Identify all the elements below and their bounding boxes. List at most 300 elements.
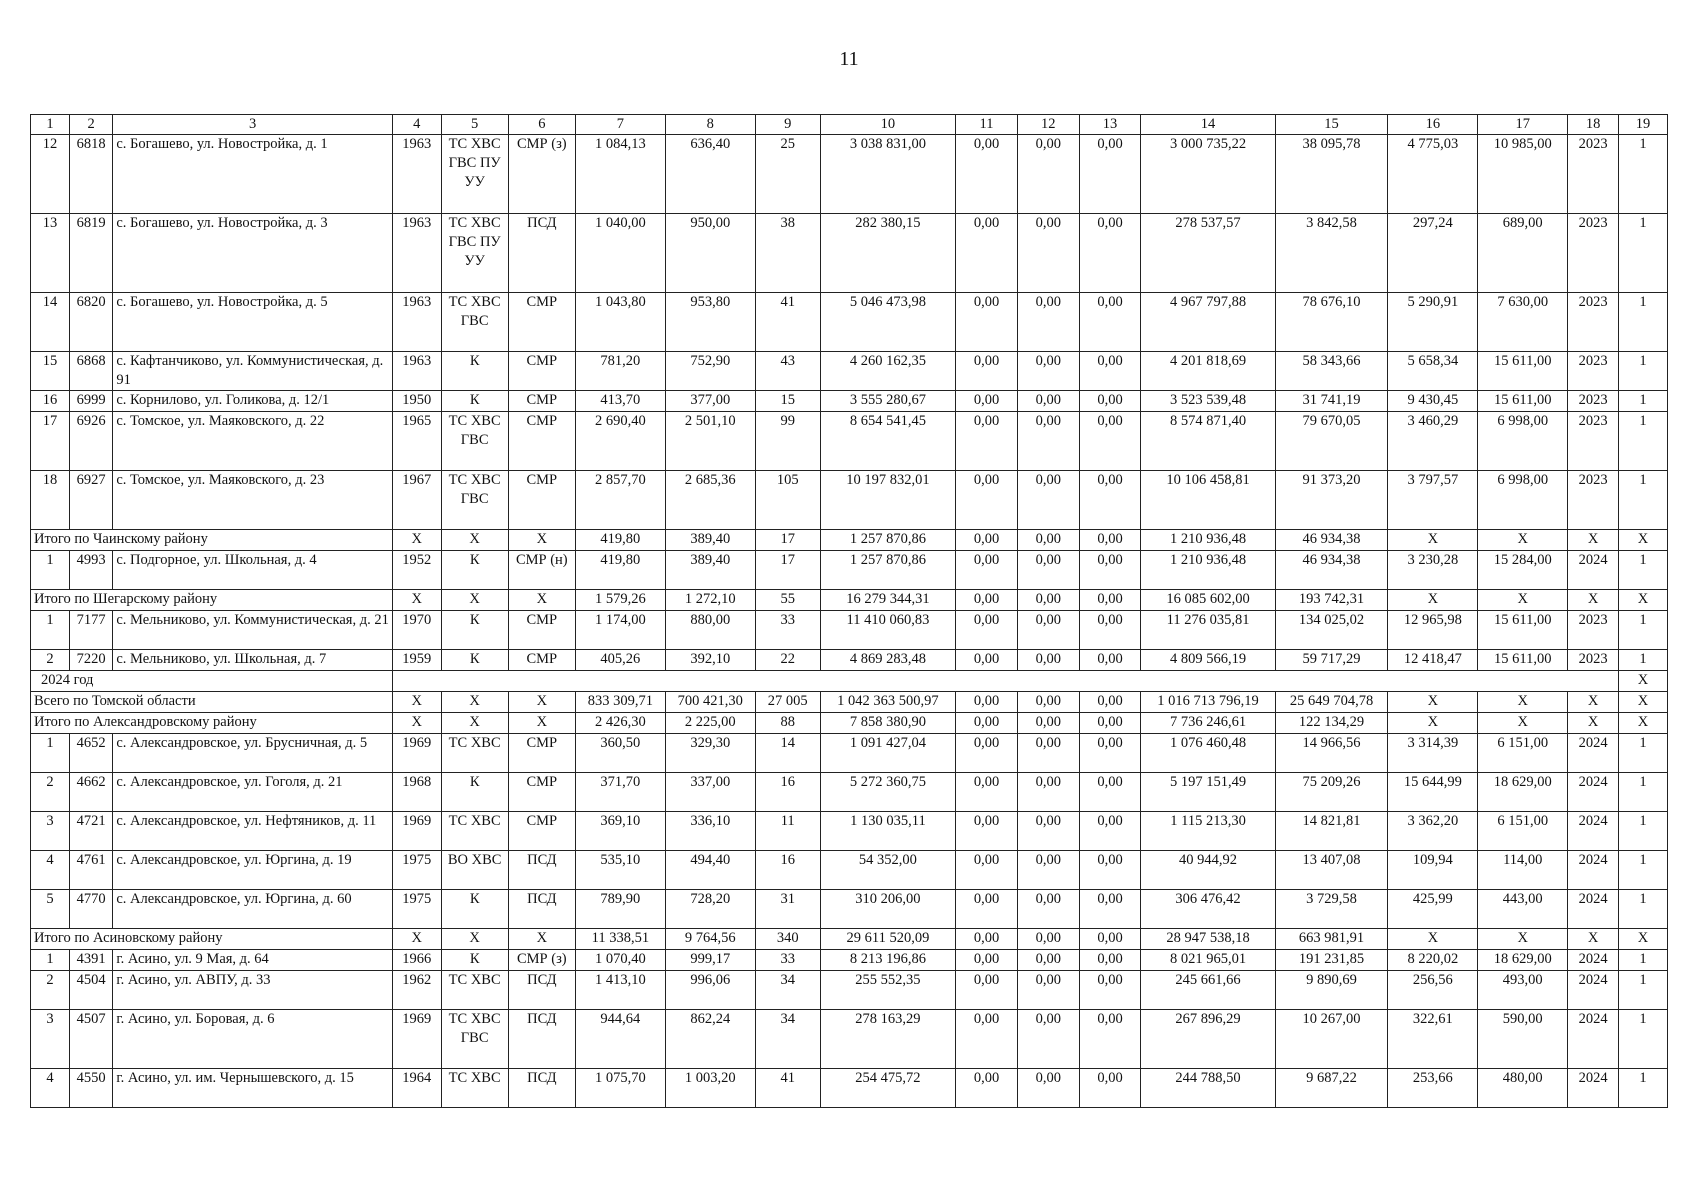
address-cell: с. Кафтанчиково, ул. Коммунистическая, д. 91 bbox=[113, 352, 393, 391]
table-cell: 689,00 bbox=[1478, 214, 1568, 293]
table-cell: 33 bbox=[755, 950, 820, 971]
address-cell: с. Корнилово, ул. Голикова, д. 12/1 bbox=[113, 391, 393, 412]
table-cell: К bbox=[441, 611, 508, 650]
table-cell: Х bbox=[508, 590, 575, 611]
table-cell: 34 bbox=[755, 1010, 820, 1069]
total-label: Всего по Томской области bbox=[31, 692, 393, 713]
column-number: 5 bbox=[441, 115, 508, 135]
table-cell: 5 197 151,49 bbox=[1141, 773, 1275, 812]
table-cell: 0,00 bbox=[1079, 851, 1141, 890]
table-cell: 9 430,45 bbox=[1388, 391, 1478, 412]
table-cell: 2023 bbox=[1568, 611, 1619, 650]
table-cell: 329,30 bbox=[665, 734, 755, 773]
table-cell: 535,10 bbox=[575, 851, 665, 890]
table-cell: 590,00 bbox=[1478, 1010, 1568, 1069]
table-cell: 0,00 bbox=[1017, 611, 1079, 650]
table-cell: 109,94 bbox=[1388, 851, 1478, 890]
table-cell: 0,00 bbox=[1079, 551, 1141, 590]
table-row bbox=[31, 135, 1668, 214]
table-cell: 950,00 bbox=[665, 214, 755, 293]
table-cell: 0,00 bbox=[1017, 412, 1079, 471]
address-cell: с. Мельниково, ул. Коммунистическая, д. 21 bbox=[113, 611, 393, 650]
table-cell: 1 bbox=[1619, 391, 1668, 412]
table-cell: 1950 bbox=[392, 391, 441, 412]
table-cell: 880,00 bbox=[665, 611, 755, 650]
table-cell: 1966 bbox=[392, 950, 441, 971]
table-cell: 1 bbox=[31, 611, 70, 650]
table-cell: 2024 bbox=[1568, 1010, 1619, 1069]
table-cell: 1 bbox=[1619, 950, 1668, 971]
table-cell: К bbox=[441, 650, 508, 671]
table-cell: ТС ХВС ГВС bbox=[441, 412, 508, 471]
table-cell: 0,00 bbox=[956, 851, 1018, 890]
table-cell: Х bbox=[1388, 530, 1478, 551]
table-cell: 0,00 bbox=[1079, 352, 1141, 391]
table-cell: 1 bbox=[1619, 851, 1668, 890]
table-cell: 0,00 bbox=[1017, 551, 1079, 590]
table-cell: Х bbox=[1388, 929, 1478, 950]
table-cell: 340 bbox=[755, 929, 820, 950]
table-cell: 337,00 bbox=[665, 773, 755, 812]
column-number: 15 bbox=[1275, 115, 1388, 135]
table-cell: 40 944,92 bbox=[1141, 851, 1275, 890]
table-cell: 134 025,02 bbox=[1275, 611, 1388, 650]
table-cell: 0,00 bbox=[1017, 773, 1079, 812]
table-cell: 41 bbox=[755, 1069, 820, 1108]
table-cell: 663 981,91 bbox=[1275, 929, 1388, 950]
table-cell: 1 413,10 bbox=[575, 971, 665, 1010]
table-cell: 443,00 bbox=[1478, 890, 1568, 929]
total-label: Итого по Александровскому району bbox=[31, 713, 393, 734]
table-cell: 6999 bbox=[70, 391, 113, 412]
table-cell: СМР bbox=[508, 293, 575, 352]
table-cell: 27 005 bbox=[755, 692, 820, 713]
table-cell: 105 bbox=[755, 471, 820, 530]
table-cell: 16 279 344,31 bbox=[820, 590, 955, 611]
table-cell: ТС ХВС ГВС bbox=[441, 293, 508, 352]
table-cell: Х bbox=[392, 929, 441, 950]
table-cell: Х bbox=[508, 929, 575, 950]
address-cell: с. Богашево, ул. Новостройка, д. 3 bbox=[113, 214, 393, 293]
table-cell: Х bbox=[392, 530, 441, 551]
table-cell: 25 bbox=[755, 135, 820, 214]
table-cell: 11 410 060,83 bbox=[820, 611, 955, 650]
table-cell: 297,24 bbox=[1388, 214, 1478, 293]
table-cell: 13 407,08 bbox=[1275, 851, 1388, 890]
table-cell: ТС ХВС bbox=[441, 812, 508, 851]
table-cell: 1962 bbox=[392, 971, 441, 1010]
table-cell: 369,10 bbox=[575, 812, 665, 851]
address-cell: с. Подгорное, ул. Школьная, д. 4 bbox=[113, 551, 393, 590]
column-number: 16 bbox=[1388, 115, 1478, 135]
table-cell: 1 210 936,48 bbox=[1141, 551, 1275, 590]
table-cell: ПСД bbox=[508, 890, 575, 929]
table-cell: 41 bbox=[755, 293, 820, 352]
table-cell: 8 021 965,01 bbox=[1141, 950, 1275, 971]
table-cell: Х bbox=[392, 692, 441, 713]
table-cell: 1969 bbox=[392, 734, 441, 773]
table-cell: 1 bbox=[1619, 773, 1668, 812]
table-cell: 1 bbox=[1619, 135, 1668, 214]
table-cell: 0,00 bbox=[956, 950, 1018, 971]
table-cell: 5 290,91 bbox=[1388, 293, 1478, 352]
table-cell: 0,00 bbox=[1079, 734, 1141, 773]
table-cell: СМР bbox=[508, 650, 575, 671]
table-cell: Х bbox=[1478, 692, 1568, 713]
address-cell: г. Асино, ул. АВПУ, д. 33 bbox=[113, 971, 393, 1010]
table-cell: 4 809 566,19 bbox=[1141, 650, 1275, 671]
table-cell: 389,40 bbox=[665, 551, 755, 590]
table-cell: 0,00 bbox=[1079, 713, 1141, 734]
table-cell: 245 661,66 bbox=[1141, 971, 1275, 1010]
table-cell: 0,00 bbox=[956, 929, 1018, 950]
table-cell: 1 257 870,86 bbox=[820, 551, 955, 590]
table-cell: СМР (з) bbox=[508, 135, 575, 214]
column-number: 9 bbox=[755, 115, 820, 135]
table-cell: 0,00 bbox=[1017, 590, 1079, 611]
table-cell: 14 966,56 bbox=[1275, 734, 1388, 773]
table-cell: 5 bbox=[31, 890, 70, 929]
table-cell: 244 788,50 bbox=[1141, 1069, 1275, 1108]
table-row bbox=[31, 293, 1668, 352]
table-cell: 1 bbox=[1619, 611, 1668, 650]
table-cell: Х bbox=[1478, 590, 1568, 611]
table-cell: ТС ХВС bbox=[441, 734, 508, 773]
table-cell: СМР bbox=[508, 734, 575, 773]
table-cell: 1 bbox=[1619, 471, 1668, 530]
table-cell: 1 043,80 bbox=[575, 293, 665, 352]
table-row bbox=[31, 214, 1668, 293]
table-cell: 8 654 541,45 bbox=[820, 412, 955, 471]
table-cell: 6819 bbox=[70, 214, 113, 293]
table-cell: СМР bbox=[508, 611, 575, 650]
table-cell: 2024 bbox=[1568, 551, 1619, 590]
table-cell: 15 611,00 bbox=[1478, 650, 1568, 671]
table-row bbox=[31, 391, 1668, 412]
table-cell: СМР bbox=[508, 391, 575, 412]
table-cell: 3 000 735,22 bbox=[1141, 135, 1275, 214]
table-cell: Х bbox=[1388, 713, 1478, 734]
table-cell: 0,00 bbox=[1017, 971, 1079, 1010]
table-cell: 833 309,71 bbox=[575, 692, 665, 713]
table-cell: 1 016 713 796,19 bbox=[1141, 692, 1275, 713]
table-cell: 54 352,00 bbox=[820, 851, 955, 890]
table-cell: 29 611 520,09 bbox=[820, 929, 955, 950]
table-cell: 1975 bbox=[392, 890, 441, 929]
table-cell: 0,00 bbox=[956, 551, 1018, 590]
table-cell: 389,40 bbox=[665, 530, 755, 551]
table-cell: 0,00 bbox=[1017, 890, 1079, 929]
table-cell: 1 bbox=[1619, 214, 1668, 293]
table-cell: 2024 bbox=[1568, 773, 1619, 812]
table-cell: 0,00 bbox=[956, 412, 1018, 471]
table-cell: 2 690,40 bbox=[575, 412, 665, 471]
table-cell: Х bbox=[508, 713, 575, 734]
table-cell: 1 bbox=[1619, 734, 1668, 773]
table-row bbox=[31, 950, 1668, 971]
table-cell: 2024 bbox=[1568, 950, 1619, 971]
table-cell: 3 362,20 bbox=[1388, 812, 1478, 851]
table-cell: 2024 bbox=[1568, 812, 1619, 851]
table-cell: 0,00 bbox=[956, 391, 1018, 412]
table-cell: 3 bbox=[31, 812, 70, 851]
table-cell: 9 890,69 bbox=[1275, 971, 1388, 1010]
table-cell: 59 717,29 bbox=[1275, 650, 1388, 671]
table-row bbox=[31, 611, 1668, 650]
table-cell: 38 095,78 bbox=[1275, 135, 1388, 214]
table-cell: 2023 bbox=[1568, 412, 1619, 471]
table-cell: 6 998,00 bbox=[1478, 471, 1568, 530]
table-cell: 0,00 bbox=[956, 734, 1018, 773]
total-label: Итого по Шегарскому району bbox=[31, 590, 393, 611]
table-cell: 0,00 bbox=[956, 650, 1018, 671]
table-cell: 33 bbox=[755, 611, 820, 650]
table-cell: Х bbox=[1619, 929, 1668, 950]
table-cell: 1963 bbox=[392, 214, 441, 293]
table-cell: 2023 bbox=[1568, 293, 1619, 352]
table-cell: ПСД bbox=[508, 1069, 575, 1108]
table-cell: 2024 bbox=[1568, 971, 1619, 1010]
table-cell: 0,00 bbox=[956, 611, 1018, 650]
table-cell: ВО ХВС bbox=[441, 851, 508, 890]
table-cell: 306 476,42 bbox=[1141, 890, 1275, 929]
table-cell: 0,00 bbox=[1017, 391, 1079, 412]
table-cell: 46 934,38 bbox=[1275, 551, 1388, 590]
table-cell: 1 115 213,30 bbox=[1141, 812, 1275, 851]
table-cell: 2023 bbox=[1568, 391, 1619, 412]
table-cell: 16 bbox=[755, 851, 820, 890]
table-cell: 12 bbox=[31, 135, 70, 214]
table-cell: ТС ХВС ГВС ПУ УУ bbox=[441, 214, 508, 293]
address-cell: с. Александровское, ул. Юргина, д. 60 bbox=[113, 890, 393, 929]
table-cell: 3 842,58 bbox=[1275, 214, 1388, 293]
table-cell: 16 085 602,00 bbox=[1141, 590, 1275, 611]
table-cell: 99 bbox=[755, 412, 820, 471]
table-cell: ТС ХВС bbox=[441, 1069, 508, 1108]
table-cell: 0,00 bbox=[1017, 135, 1079, 214]
table-cell: СМР bbox=[508, 773, 575, 812]
table-cell: 3 038 831,00 bbox=[820, 135, 955, 214]
total-row bbox=[31, 713, 1668, 734]
table-cell: 0,00 bbox=[1017, 530, 1079, 551]
table-cell: К bbox=[441, 352, 508, 391]
table-row bbox=[31, 1069, 1668, 1108]
table-cell: 58 343,66 bbox=[1275, 352, 1388, 391]
table-cell: 0,00 bbox=[1079, 950, 1141, 971]
table-cell: 122 134,29 bbox=[1275, 713, 1388, 734]
table-cell: 4 bbox=[31, 1069, 70, 1108]
table-cell: 7 736 246,61 bbox=[1141, 713, 1275, 734]
total-row bbox=[31, 929, 1668, 950]
table-cell: 0,00 bbox=[1079, 773, 1141, 812]
table-cell: 1 084,13 bbox=[575, 135, 665, 214]
table-cell: 18 bbox=[31, 471, 70, 530]
table-cell: 4 201 818,69 bbox=[1141, 352, 1275, 391]
column-number: 10 bbox=[820, 115, 955, 135]
table-cell: 3 797,57 bbox=[1388, 471, 1478, 530]
table-cell: 8 220,02 bbox=[1388, 950, 1478, 971]
table-cell: Х bbox=[1478, 929, 1568, 950]
table-cell: 2 501,10 bbox=[665, 412, 755, 471]
table-cell: 1975 bbox=[392, 851, 441, 890]
table-cell: 2023 bbox=[1568, 471, 1619, 530]
table-cell: 3 bbox=[31, 1010, 70, 1069]
table-row bbox=[31, 734, 1668, 773]
table-cell: 278 537,57 bbox=[1141, 214, 1275, 293]
table-cell: 191 231,85 bbox=[1275, 950, 1388, 971]
table-cell: 0,00 bbox=[1079, 611, 1141, 650]
table-cell: 0,00 bbox=[956, 135, 1018, 214]
table-cell: 0,00 bbox=[1017, 471, 1079, 530]
table-cell: 31 bbox=[755, 890, 820, 929]
table-cell: 25 649 704,78 bbox=[1275, 692, 1388, 713]
table-cell: 14 821,81 bbox=[1275, 812, 1388, 851]
table-cell: 7 858 380,90 bbox=[820, 713, 955, 734]
table-cell: 2 bbox=[31, 773, 70, 812]
table-cell: Х bbox=[1388, 590, 1478, 611]
table-row bbox=[31, 812, 1668, 851]
table-row bbox=[31, 412, 1668, 471]
table-cell: 3 523 539,48 bbox=[1141, 391, 1275, 412]
page-number: 11 bbox=[839, 48, 859, 70]
table-cell: 75 209,26 bbox=[1275, 773, 1388, 812]
table-cell: 15 644,99 bbox=[1388, 773, 1478, 812]
table-cell: 4 775,03 bbox=[1388, 135, 1478, 214]
table-cell: 0,00 bbox=[1079, 890, 1141, 929]
address-cell: с. Богашево, ул. Новостройка, д. 1 bbox=[113, 135, 393, 214]
table-row bbox=[31, 890, 1668, 929]
column-number: 17 bbox=[1478, 115, 1568, 135]
table-row bbox=[31, 971, 1668, 1010]
table-cell: 789,90 bbox=[575, 890, 665, 929]
table-cell: 46 934,38 bbox=[1275, 530, 1388, 551]
table-cell: 34 bbox=[755, 971, 820, 1010]
table-cell: 0,00 bbox=[1079, 471, 1141, 530]
table-cell: 310 206,00 bbox=[820, 890, 955, 929]
table-cell: 1 bbox=[1619, 293, 1668, 352]
table-cell: 1 070,40 bbox=[575, 950, 665, 971]
table-cell: 0,00 bbox=[1079, 530, 1141, 551]
table-cell: 1 042 363 500,97 bbox=[820, 692, 955, 713]
table-row bbox=[31, 650, 1668, 671]
table-cell: 5 272 360,75 bbox=[820, 773, 955, 812]
table-cell: 15 284,00 bbox=[1478, 551, 1568, 590]
table-cell: 267 896,29 bbox=[1141, 1010, 1275, 1069]
table-cell: 1 bbox=[1619, 551, 1668, 590]
year-row bbox=[31, 671, 1668, 692]
table-cell: 862,24 bbox=[665, 1010, 755, 1069]
table-cell: 253,66 bbox=[1388, 1069, 1478, 1108]
table-cell: 8 574 871,40 bbox=[1141, 412, 1275, 471]
table-cell: 3 555 280,67 bbox=[820, 391, 955, 412]
table-cell: Х bbox=[441, 929, 508, 950]
table-cell: Х bbox=[1619, 530, 1668, 551]
table-cell: 15 bbox=[31, 352, 70, 391]
table-cell: 1 bbox=[1619, 971, 1668, 1010]
table-cell: СМР bbox=[508, 412, 575, 471]
table-cell: Х bbox=[1619, 590, 1668, 611]
table-cell: 282 380,15 bbox=[820, 214, 955, 293]
table-cell: ТС ХВС ГВС ПУ УУ bbox=[441, 135, 508, 214]
column-number: 6 bbox=[508, 115, 575, 135]
table-cell: 256,56 bbox=[1388, 971, 1478, 1010]
table-cell: Х bbox=[392, 590, 441, 611]
table-cell: 0,00 bbox=[1079, 650, 1141, 671]
table-cell: 55 bbox=[755, 590, 820, 611]
table-cell: 193 742,31 bbox=[1275, 590, 1388, 611]
table-cell: 0,00 bbox=[1017, 214, 1079, 293]
year-label: 2024 год bbox=[31, 671, 393, 692]
table-cell: Х bbox=[1478, 530, 1568, 551]
table-cell: 2 225,00 bbox=[665, 713, 755, 734]
table-cell: 11 338,51 bbox=[575, 929, 665, 950]
table-cell: 2023 bbox=[1568, 650, 1619, 671]
table-cell: 1 bbox=[1619, 412, 1668, 471]
table-cell: 0,00 bbox=[956, 812, 1018, 851]
table-cell: 0,00 bbox=[1079, 293, 1141, 352]
table-cell: 0,00 bbox=[956, 1069, 1018, 1108]
table-cell: 254 475,72 bbox=[820, 1069, 955, 1108]
table-cell: 0,00 bbox=[956, 773, 1018, 812]
table-cell: 0,00 bbox=[956, 293, 1018, 352]
table-cell: 1 040,00 bbox=[575, 214, 665, 293]
column-number: 19 bbox=[1619, 115, 1668, 135]
empty-cell bbox=[392, 671, 1618, 692]
table-cell: К bbox=[441, 551, 508, 590]
table-cell: 17 bbox=[755, 551, 820, 590]
table-cell: 18 629,00 bbox=[1478, 773, 1568, 812]
table-cell: 1 579,26 bbox=[575, 590, 665, 611]
table-cell: 0,00 bbox=[956, 352, 1018, 391]
table-cell: Х bbox=[1478, 713, 1568, 734]
table-cell: 7220 bbox=[70, 650, 113, 671]
table-cell: 0,00 bbox=[956, 692, 1018, 713]
table-cell: 16 bbox=[31, 391, 70, 412]
table-cell: 1 003,20 bbox=[665, 1069, 755, 1108]
table-cell: 0,00 bbox=[1079, 692, 1141, 713]
table-cell: 4 869 283,48 bbox=[820, 650, 955, 671]
table-cell: 0,00 bbox=[956, 214, 1018, 293]
table-cell: 1963 bbox=[392, 293, 441, 352]
table-cell: 15 611,00 bbox=[1478, 391, 1568, 412]
table-cell: 278 163,29 bbox=[820, 1010, 955, 1069]
column-number: 1 bbox=[31, 115, 70, 135]
table-cell: 1 bbox=[31, 551, 70, 590]
table-cell: 336,10 bbox=[665, 812, 755, 851]
table-row bbox=[31, 551, 1668, 590]
table-cell: 2 426,30 bbox=[575, 713, 665, 734]
table-cell: 0,00 bbox=[1017, 352, 1079, 391]
table-cell: К bbox=[441, 890, 508, 929]
table-cell: 17 bbox=[755, 530, 820, 551]
table-cell: Х bbox=[508, 530, 575, 551]
table-cell: СМР (з) bbox=[508, 950, 575, 971]
table-cell: 0,00 bbox=[1079, 971, 1141, 1010]
table-cell: 0,00 bbox=[1017, 692, 1079, 713]
total-label: Итого по Чаинскому району bbox=[31, 530, 393, 551]
column-number: 4 bbox=[392, 115, 441, 135]
table-cell: 28 947 538,18 bbox=[1141, 929, 1275, 950]
table-cell: 2 685,36 bbox=[665, 471, 755, 530]
table-cell: Х bbox=[1568, 713, 1619, 734]
table-cell: ТС ХВС ГВС bbox=[441, 471, 508, 530]
table-cell: 15 611,00 bbox=[1478, 352, 1568, 391]
address-cell: с. Томское, ул. Маяковского, д. 23 bbox=[113, 471, 393, 530]
table-cell: СМР (н) bbox=[508, 551, 575, 590]
table-cell: 2 857,70 bbox=[575, 471, 665, 530]
total-row bbox=[31, 692, 1668, 713]
total-label: Итого по Асиновскому району bbox=[31, 929, 393, 950]
